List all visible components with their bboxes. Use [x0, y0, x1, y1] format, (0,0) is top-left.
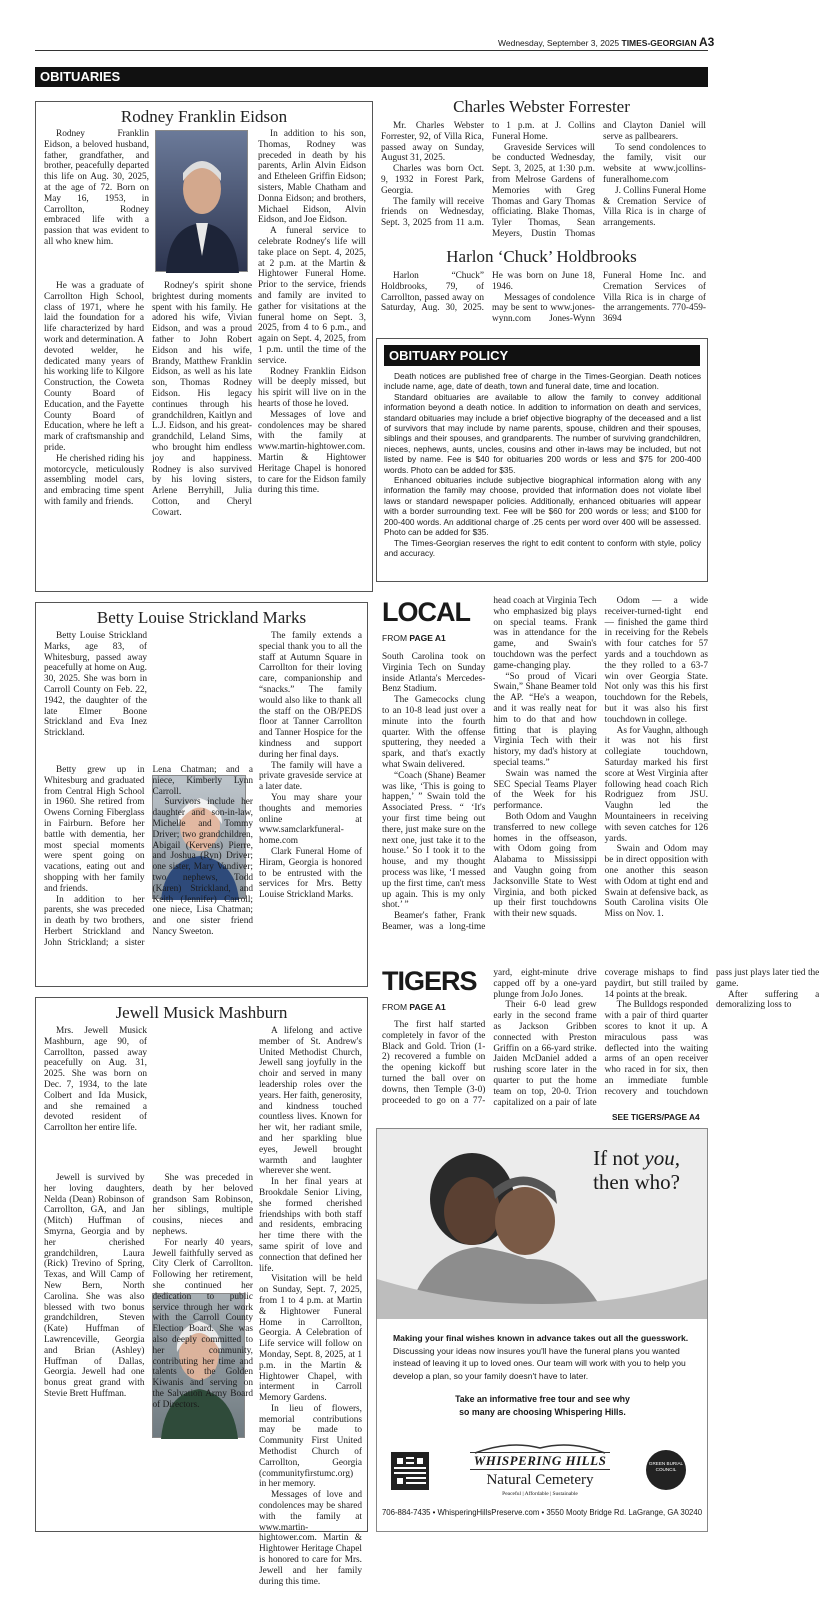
seal-text: GREEN BURIAL COUNCIL	[648, 1461, 684, 1472]
para: Harlon “Chuck” Holdbrooks, 79, of Carrollton, passed away on Saturday, Aug. 30, 2025. He was born on June 18, 1946.	[381, 271, 595, 314]
para: Swain and Odom may be in direct opposition with one another this season with Odom at tight end and Swain at defensive back, as South Carolina visits Ole Miss on Nov. 1.	[604, 844, 708, 920]
masthead	[498, 35, 714, 49]
para: Enhanced obituaries include subjective biographical information along with any information the family may choose, provided that information does not violate libel laws or standard newspaper policies. Additionally, enhanced obituaries will appear with a border surrounding text. Fee will be $60 for 200 words or less; and $100 for 200-400 words. An additional charge of .25 cents per word over 400 will be assessed. Photo can be added for $35.	[384, 475, 701, 538]
para: He was a graduate of Carrollton High School, class of 1971, where he laid the foundation for a life characterized by hard work and determination. A devoted welder, he dedicated many years of his working life to Kilgore Construction, the Coweta County Board of Education, and the Fayette County Board of Education, where he left a mark of craftsmanship and pride.	[44, 281, 144, 453]
para: She was preceded in death by her beloved grandson Sam Robinson, her siblings, multiple cousins, nieces and nephews.	[152, 1173, 253, 1237]
mashburn-text-a	[44, 1026, 147, 1170]
para: Betty grew up in Whitesburg and graduated from Central High School in 1960. She retired from Owens Corning Fiberglass in Fairburn. Before her battle with dementia, her most special moments were spent going on vacations, eating out and shopping with her family and friends.	[44, 765, 145, 894]
tigers-headline: TIGERS	[382, 966, 477, 996]
para: Messages of love and condolences may be shared with the family at www.martin-hightower.com. Martin & Hightower Heritage Chapel is honored to care for Mrs. Jewell and her family during this time.	[259, 1490, 362, 1587]
qr-finder	[414, 1455, 426, 1467]
para: Standard obituaries are available to allow the family to convey additional information beyond a death notice. In addition to information on death and services, standard obituaries may include a brief objective biography of the deceased and a list of survivors that may include by name parents, spouse, children and their spouses, siblings and their spouses, and grandparents. The number of surviving grandchildren, nieces, nephews, aunts, uncles, cousins and other in-laws may be included, but not listed by name. Fee is $40 for obituaries 200 words or less and $75 for 200-400 words. Photo can be added for $35.	[384, 391, 701, 475]
masthead-rule	[35, 50, 708, 51]
eidson-text-b	[44, 281, 252, 587]
cta-line: so many are choosing Whispering Hills.	[459, 1406, 626, 1417]
obit-mashburn-name: Jewell Musick Mashburn	[115, 1003, 288, 1022]
qr-finder	[394, 1475, 406, 1487]
from-label: FROM	[382, 1002, 408, 1012]
para: Jewell is survived by her loving daughters, Nelda (Dean) Robinson of Carrollton, GA, and Jan (Mitch) Huffman of Smyrna, Georgia and by her cherished grandchildren, Laura (Rick) Trevino of Spring, Texas, and Will Camp of New Bern, North Carolina. She was also blessed with two bonus grandchildren, Steven (Kate) Huffman of Lawrenceville, Georgia and Brian (Ashley) Huffman of Dallas, Georgia. Jewell had one bonus great grand with Stevie Brett Huffman.	[44, 1173, 145, 1399]
policy-text	[384, 371, 701, 558]
marks-text-a	[44, 631, 147, 761]
para: Mrs. Jewell Musick Mashburn, age 90, of Carrollton, passed away peacefully on Aug. 31, 2025. She was born on Dec. 7, 1934, to the late Colbert and Ida Musick, and she remained a devoted resident of Carrollton her entire life.	[44, 1026, 147, 1134]
tigers-text	[382, 968, 819, 1114]
ad-cta	[380, 1393, 705, 1418]
para: Messages of condolence may be sent to www.jones-wynn.com Jones-Wynn Funeral Home Inc. and Cremation Services of Villa Rica is in charge of the arrangements. 770-459-3694	[492, 271, 706, 325]
section-banner: OBITUARIES	[35, 67, 708, 87]
para: The family will have a private graveside service at a later date.	[259, 760, 362, 793]
para: Messages of love and condolences may be shared with the family at www.martin-hightower.com. Martin & Hightower Heritage Chapel is honored to care for the Eidson family during this time.	[258, 409, 366, 496]
eidson-text-a	[44, 129, 149, 277]
para: To send condolences to the family, visit our website at www.jcollins-funeralhome.com	[603, 142, 706, 185]
para: The Bulldogs responded with a pair of third quarter scores to knot it up. A miraculous pass was deflected into the waiting arms of an open receiver who raced in for six, then an immediate fumble recovery and touchdown pass just plays later tied the game.	[604, 968, 819, 1097]
obit-marks-name: Betty Louise Strickland Marks	[96, 608, 307, 627]
para: “So proud of Vicari Swain,” Shane Beamer told the AP. “He's a weapon, and it was really neat for him to do that and how fitting that is playing Virginia Tech with their history, my dad's history at special teams.”	[493, 671, 597, 768]
local-headline: LOCAL	[382, 597, 470, 627]
obit-holdbrooks-name: Harlon ‘Chuck’ Holdbrooks	[446, 247, 637, 266]
para: Swain was named the SEC Special Teams Player of the Week for his performance.	[493, 768, 597, 812]
eidson-photo	[155, 130, 248, 272]
para: Betty Louise Strickland Marks, age 83, of Whitesburg, passed away peacefully at home on Aug. 30, 2025. She was born in Carroll County on Feb. 22, 1942, the daughter of the late Elmer Boone Strickland and Eva Inez Strickland.	[44, 631, 147, 739]
para: The first half started completely in favor of the Black and Gold. Trion (1-2) recovered a fumble on the opening kickoff but turned the ball over on downs, then Temple (3-0) proceeded to go on a 77-yard, eight-minute drive capped off by a one-yard plunge from JoJo Jones.	[382, 968, 597, 1106]
para: You may share your thoughts and memories online at www.samclarkfuneral-home.com	[259, 792, 362, 847]
qr-code-icon[interactable]	[391, 1452, 429, 1490]
para: In her final years at Brookdale Senior Living, she formed cherished friendships with both staff and residents, embracing her time there with the same spirit of love and connection that defined her life.	[259, 1177, 362, 1274]
para: Both Odom and Vaughn transferred to new college homes in the offseason, with Odom going from Alabama to Mississippi and Vaughn going from Jacksonville State to West Virginia, and both picked up their first touchdowns with their new squads.	[493, 811, 597, 920]
headline-part: then who?	[593, 1170, 680, 1194]
ad-headline	[530, 1146, 680, 1194]
para: Charles was born Oct. 9, 1932 in Forest Park, Georgia.	[381, 164, 484, 196]
portrait-man-icon	[156, 131, 249, 273]
headline-em: you,	[644, 1146, 680, 1170]
para: J. Collins Funeral Home & Cremation Service of Villa Rica is in charge of arrangements.	[603, 185, 706, 229]
para: For nearly 40 years, Jewell faithfully served as City Clerk of Carrollton. Following her retirement, she continued her dedication to public service through her work with the Carroll County Election Board. She was also deeply committed to her community, contributing her time and talents to the Golden Kiwanis and serving on the Salvation Army Board of Directors.	[152, 1237, 253, 1410]
headline-spacer	[382, 596, 485, 652]
whispering-hills-logo	[470, 1440, 610, 1497]
para: The family extends a special thank you to all the staff at Autumn Square in Carrollton for their loving care, companionship and “snacks.” The family would also like to thank all the staff on the OB/PEDS floor at Tanner Carrollton and Tanner Hospice for the kindness and support during her final days.	[259, 631, 362, 760]
green-burial-council-seal	[646, 1450, 686, 1490]
para: The family will receive friends on Wednesday, Sept. 3, 2025 from 11 a.m. to 1 p.m. at J. Collins Funeral Home.	[381, 121, 595, 229]
tigers-jump-link[interactable]: SEE TIGERS/PAGE A4	[612, 1112, 700, 1122]
logo-wordmark: WHISPERING HILLS	[470, 1452, 610, 1470]
holdbrooks-text	[381, 271, 706, 333]
from-label: FROM	[382, 633, 408, 643]
forrester-text	[381, 121, 706, 242]
policy-title: OBITUARY POLICY	[384, 345, 700, 366]
local-text	[382, 596, 708, 965]
obit-forrester-name: Charles Webster Forrester	[453, 97, 630, 116]
mashburn-text-c	[259, 1026, 362, 1587]
para: Beamer's father, Frank Beamer, was a long-time head coach at Virginia Tech who emphasized big plays on special teams. Frank was in attendance for the game, and Swain's touchdown was the perfect game-changing play.	[382, 596, 597, 932]
para: Odom — a wide receiver-turned-tight end — finished the game third in receiving for the Rebels with four catches for 57 yards and a touchdown as the they rolled to a 63-7 win over Georgia State. Not only was this his first touchdown for the Rebels, but it was also his first touchdown in college.	[604, 596, 708, 725]
headline-spacer	[382, 968, 485, 1020]
cta-line: Take an informative free tour and see why	[455, 1394, 630, 1404]
marks-text-c	[259, 631, 362, 985]
para: He cherished riding his motorcycle, meticulously assembling model cars, and embracing time spent with family and friends.	[44, 453, 144, 507]
para: A funeral service to celebrate Rodney's life will take place on Sept. 4, 2025, at 2 p.m. at the Martin & Hightower Funeral Home. Prior to the service, friends and family are invited to gather for visitations at the funeral home on Sept. 3, 2025, from 4 to 6 p.m., and again on Sept. 4, 2025, from 1 p.m. until the time of the service.	[258, 226, 366, 366]
para: Their 6-0 lead grew early in the second frame as Jackson Gribben connected with Preston Griffin on a 66-yard strike. Jaiden McDaniel added a rushing score later in the quarter to put the home team on top, 20-0. Trion capitalized on a pair of late coverage mishaps to find paydirt, but still trailed by 14 points at the break.	[493, 968, 708, 1108]
obit-eidson-name: Rodney Franklin Eidson	[120, 107, 288, 126]
para: A lifelong and active member of St. Andrew's United Methodist Church, Jewell sang joyfully in the choir and served in many leadership roles over the years. Her faith, generosity, and kindness touched countless lives. Known for her wit, her radiant smile, and her sparkling blue eyes, Jewell brought warmth and laughter wherever she went.	[259, 1026, 362, 1177]
masthead-page: A3	[698, 35, 715, 49]
para: After suffering a demoralizing loss to	[715, 989, 819, 1011]
qr-finder	[394, 1455, 406, 1467]
headline-part: If not	[593, 1146, 645, 1170]
para: The Gamecocks clung to an 10-8 lead just over a minute into the fourth quarter. With the offense sputtering, they needed a spark, and that's exactly what Swain delivered.	[382, 695, 486, 770]
para: As for Vaughn, although it was not his first collegiate touchdown, Saturday marked his first score at West Virginia after following head coach Rich Rodriguez from JSU. Vaughn led the Mountaineers in receiving with seven catches for 126 yards.	[604, 725, 708, 844]
mashburn-text-b	[44, 1173, 253, 1527]
masthead-paper: TIMES-GEORGIAN	[621, 38, 697, 48]
ad-body-text: Discussing your ideas now insures you'll have the funeral plans you wanted instead of leaving it up to loved ones. Our team will work with you to help you develop a plan, so your family doesn't have to later.	[393, 1345, 686, 1381]
ad-body	[393, 1332, 693, 1382]
para: In addition to his son, Thomas, Rodney was preceded in death by his parents, Arlin Alvin Eidson and Etheleen Griffin Eidson; sisters, Mable Chatham and Donna Eidson; and brothers, Michael Eidson, Alvin Eidson, and Joe Eidson.	[258, 129, 366, 226]
para: South Carolina took on Virginia Tech on Sunday inside Atlanta's Mercedes-Benz Stadium.	[382, 652, 486, 695]
marks-text-b	[44, 765, 253, 985]
para: “Coach (Shane) Beamer was like, ‘This is going to happen,’ ” Swain told the Associated Press. “ ‘It's your first time being out there, just make sure on the next one, just take it to the house.’ So I took it to the house, and my thought process was like, ‘I messed up the first time, can't mess up again. This is my only shot.’ ”	[382, 770, 486, 911]
para: The Times-Georgian reserves the right to edit content to conform with style, policy and accuracy.	[384, 537, 701, 558]
para: Visitation will be held on Sunday, Sept. 7, 2025, from 1 to 4 p.m. at Martin & Hightower Funeral Home in Carrollton, Georgia. A Celebration of Life service will follow on Monday, Sept. 8, 2025, at 1 p.m. in the Martin & Hightower Chapel, with interment in Carroll Memory Gardens.	[259, 1274, 362, 1404]
logo-subtitle: Natural Cemetery	[486, 1472, 594, 1488]
para: In lieu of flowers, memorial contributions may be made to Community First United Methodist Church of Carrollton, Georgia (communityfirstumc.org) in her memory.	[259, 1403, 362, 1490]
para: Rodney Franklin Eidson will be deeply missed, but his spirit will live on in the hearts of those he loved.	[258, 366, 366, 409]
masthead-date: Wednesday, September 3, 2025	[498, 38, 620, 48]
ad-body-bold: Making your final wishes known in advance takes out all the guesswork.	[393, 1333, 689, 1343]
from-page: PAGE A1	[409, 633, 446, 643]
from-page: PAGE A1	[409, 1002, 446, 1012]
logo-tagline: Peaceful | Affordable | Sustainable	[502, 1491, 578, 1497]
ad-footer: 706-884-7435 • WhisperingHillsPreserve.com • 3550 Mooty Bridge Rd. LaGrange, GA 30240	[381, 1508, 703, 1517]
para: In addition to her parents, she was preceded in death by two brothers, Herbert Strickland and John Strickland; a sister Lena Chatman; and a niece, Kimberly Lynn Carroll.	[44, 765, 253, 948]
eidson-text-c	[258, 129, 366, 587]
para: Mr. Charles Webster Forrester, 92, of Villa Rica, passed away on Sunday, August 31, 2025.	[381, 121, 484, 164]
para: Survivors include her daughter and son-in-law, Michelle and Tommy Driver; two grandchildren, Abigail (Kervens) Pierre, and Joshua (Ryn) Driver; one sister, Mary Vandiver; two nephews, Todd (Karen) Strickland, and Keith (Jennifer) Carroll; one niece, Lisa Chatman; and one sister friend Nancy Sweeton.	[152, 797, 253, 937]
para: Death notices are published free of charge in the Times-Georgian. Death notices include name, age, date of death, town and funeral date, time and location.	[384, 371, 701, 392]
para: Rodney's spirit shone brightest during moments spent with his family. He adored his wife, Vivian Eidson, and was a proud father to John Robert Eidson and his wife, Brandy, Matthew Franklin Eidson, as well as his late son, Thomas Rodney Eidson. His legacy continues through his grandchildren, Kaitlyn and L.J. Eidson, and his great-grandchild, Leland Sims, who brought him endless joy and happiness. Rodney is also survived by his loving sisters, Arlene Berryhill, Julia Cotton, and Cheryl Cowart.	[152, 281, 252, 518]
para: Clark Funeral Home of Hiram, Georgia is honored to be entrusted with the services for Mrs. Betty Louise Strickland Marks.	[259, 846, 362, 901]
para: Graveside Services will be conducted Wednesday, Sept. 3, 2025, at 1:30 p.m. from Melrose Gardens of Memories with Greg Thomas and Gary Thomas officiating. Blake Thomas, Tyler Thomas, Sean Meyers, Dustin Thomas and Clayton Daniel will serve as pallbearers.	[492, 121, 706, 239]
para: Rodney Franklin Eidson, a beloved husband, father, grandfather, and brother, peacefully departed this life on Aug. 30, 2025, at the age of 72. Born on May 16, 1953, in Carrollton, Rodney embraced life with a passion that was evident to all who knew him.	[44, 129, 149, 247]
